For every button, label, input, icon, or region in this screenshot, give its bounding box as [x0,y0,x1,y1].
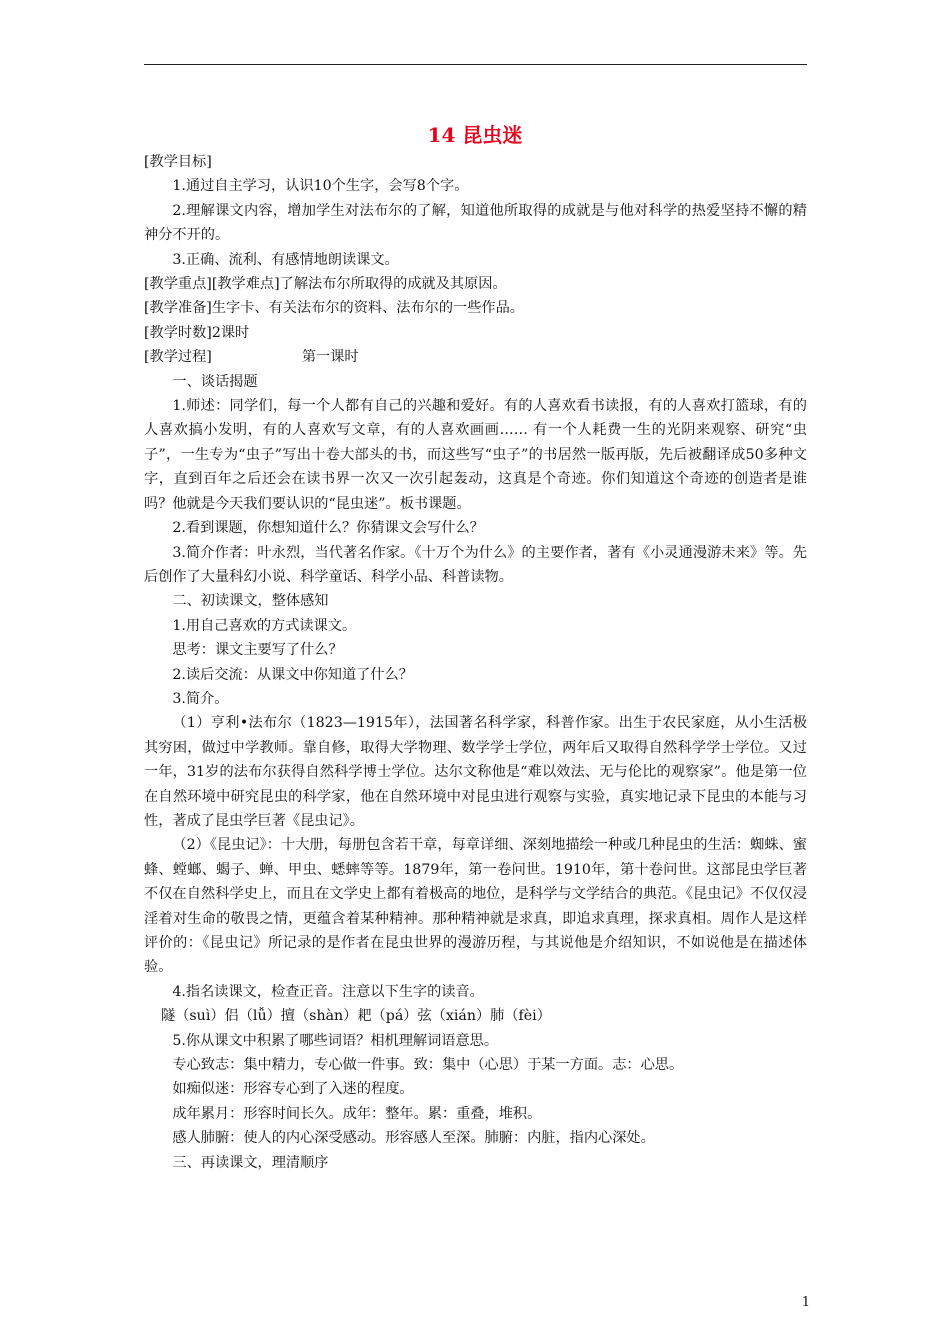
subsection-heading: 三、再读课文，理清顺序 [172,1154,329,1171]
header-rule [144,64,807,65]
paragraph: （1）亨利•法布尔（1823—1915年），法国著名科学家，科普作家。出生于农民家庭，从小生活极其穷困，做过中学教师。靠自修，取得大学物理、数学学士学位，两年后又取得自然科学学士学位。又过一年，31岁的法布尔获得自然科学博士学位。达尔文称他是“难以效法、无与伦比的观察家”。他是第一位在自然环境中研究昆虫的科学家，他在自然环境中对昆虫进行观察与实验，真实地记录下昆虫的本能与习性，著成了昆虫学巨著《昆虫记》。 [144,715,807,829]
paragraph: 3.简介。 [172,690,229,707]
paragraph: 3.正确、流利、有感情地朗读课文。 [172,251,399,268]
section-heading: [教学时数]2课时 [144,324,250,341]
paragraph: 1.师述：同学们，每一个人都有自己的兴趣和爱好。有的人喜欢看书读报，有的人喜欢打篮球，有的人喜欢搞小发明，有的人喜欢写文章，有的人喜欢画画…… 有一个人耗费一生的光阴来观察、研究“虫子”，一生专为“虫子”写出十卷大部头的书，而这些写“虫子”的书居然一版再版，先后被翻译成50多种文字，直到百年之后还会在读书界一次又一次引起轰动，这真是个奇迹。你们知道这个奇迹的创造者是谁吗？他就是今天我们要认识的“昆虫迷”。板书课题。 [144,398,807,512]
page-title: 14 昆虫迷 [427,123,523,147]
paragraph: 2.理解课文内容，增加学生对法布尔的了解，知道他所取得的成就是与他对科学的热爱坚持不懈的精神分不开的。 [144,202,807,244]
section-heading: [教学目标] [144,154,212,170]
section-heading: [教学过程] [144,349,212,366]
pinyin-line: 隧（suì）侣（lǚ）擅（shàn）耙（pá）弦（xián）肺（fèi） [161,1008,551,1025]
vocab-definition: 如痴似迷：形容专心到了入迷的程度。 [172,1081,414,1098]
page-number: 1 [801,1295,810,1310]
section-heading: [教学重点][教学难点]了解法布尔所取得的成就及其原因。 [144,276,507,293]
paragraph: 3.简介作者：叶永烈，当代著名作家。《十万个为什么》的主要作者，著有《小灵通漫游未来》等。先后创作了大量科幻小说、科学童话、科学小品、科普读物。 [144,544,807,585]
document-body [144,150,807,1175]
session-label: 第一课时 [301,349,359,366]
subsection-heading: 二、初读课文，整体感知 [172,593,329,610]
process-heading-row [144,345,807,369]
paragraph: 2.读后交流：从课文中你知道了什么？ [172,666,413,683]
paragraph: 5.你从课文中积累了哪些词语？相机理解词语意思。 [172,1032,499,1049]
paragraph: 思考：课文主要写了什么？ [172,642,343,659]
paragraph: 1.用自己喜欢的方式读课文。 [172,617,357,634]
paragraph: 1.通过自主学习，认识10个生字，会写8个字。 [172,178,469,195]
subsection-heading: 一、谈话揭题 [172,373,258,390]
vocab-definition: 专心致志：集中精力，专心做一件事。致：集中（心思）于某一方面。志：心思。 [172,1057,684,1074]
paragraph: （2）《昆虫记》：十大册，每册包含若干章，每章详细、深刻地描绘一种或几种昆虫的生活：蜘蛛、蜜蜂、螳螂、蝎子、蝉、甲虫、蟋蟀等等。1879年，第一卷问世。1910年，第十卷问世。这部昆虫学巨著不仅在自然科学史上，而且在文学史上都有着极高的地位，是科学与文学结合的典范。《昆虫记》不仅仅浸淫着对生命的敬畏之情，更蕴含着某种精神。那种精神就是求真，即追求真理，探求真相。周作人是这样评价的：《昆虫记》所记录的是作者在昆虫世界的漫游历程，与其说他是介绍知识，不如说他是在描述体验。 [144,837,807,976]
paragraph: 2.看到课题，你想知道什么？你猜课文会写什么？ [172,520,484,537]
paragraph: 4.指名读课文，检查正音。注意以下生字的读音。 [172,983,484,1000]
vocab-definition: 成年累月：形容时间长久。成年：整年。累：重叠，堆积。 [172,1105,542,1122]
vocab-definition: 感人肺腑：使人的内心深受感动。形容感人至深。肺腑：内脏，指内心深处。 [172,1130,655,1147]
section-heading: [教学准备]生字卡、有关法布尔的资料、法布尔的一些作品。 [144,300,524,317]
